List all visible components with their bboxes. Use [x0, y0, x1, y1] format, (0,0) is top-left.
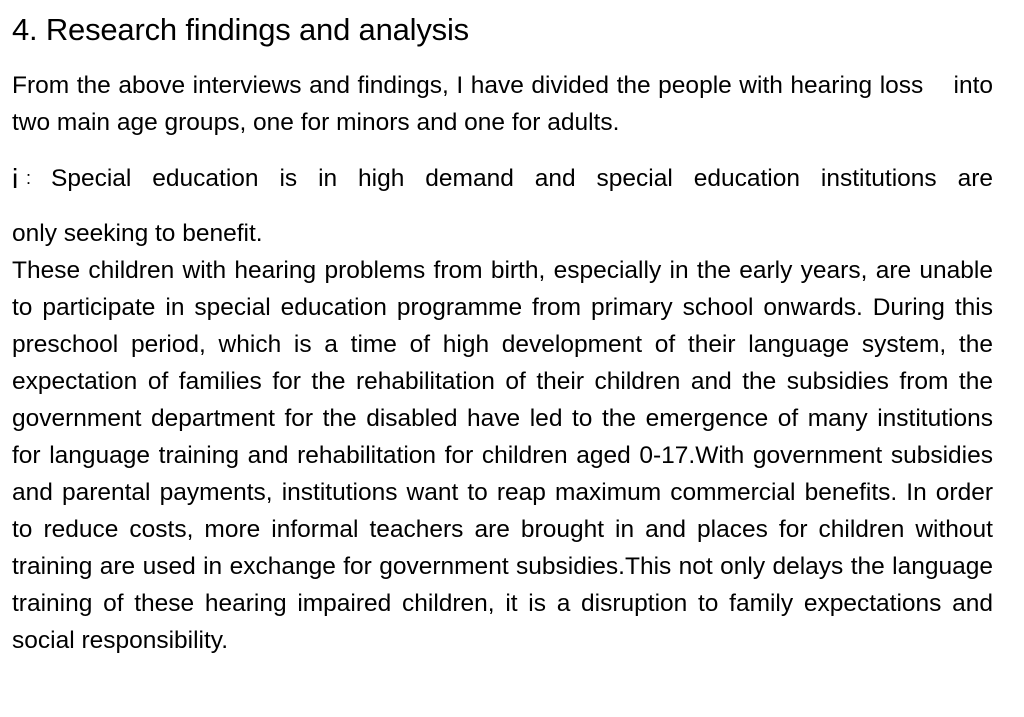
section-heading: 4. Research findings and analysis — [12, 12, 469, 47]
subsection-title-line1: Special education is in high demand and special education institutions are — [51, 165, 993, 192]
subsection-title — [12, 160, 993, 197]
intro-paragraph: From the above interviews and findings, I have divided the people with hearing loss into two main age groups, one for minors and one for adults. — [12, 72, 1000, 136]
subsection-separator: : — [26, 168, 32, 188]
body-paragraph: These children with hearing problems from birth, especially in the early years, are unable to participate in special education programme from primary school onwards. During this preschool period, which is a time of high development of their language system, the expectation of families for the rehabilitation of their children and the subsidies from the government department for the disabled have led to the emergence of many institutions for language training and rehabilitation for children aged 0-17.With government subsidies and parental payments, institutions want to reap maximum commercial benefits. In order to reduce costs, more informal teachers are brought in and places for children without training are used in exchange for government subsidies.This not only delays the language training of these hearing impaired children, it is a disruption to family expectations and social responsibility. — [12, 257, 993, 654]
subsection-title-line2: only seeking to benefit. — [12, 220, 263, 247]
subsection-marker: i — [12, 163, 19, 194]
